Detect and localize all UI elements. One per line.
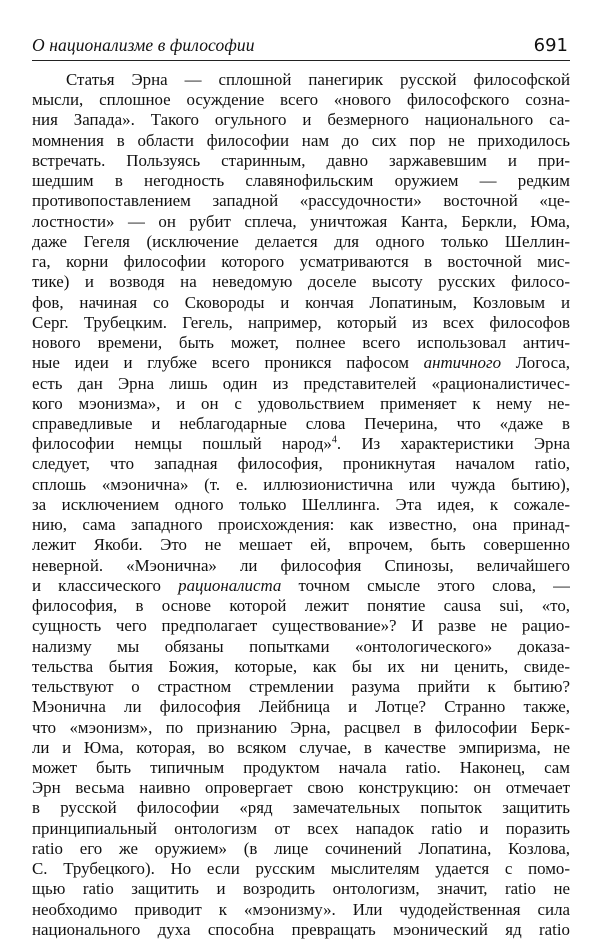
text-segment: Эрн весьма наивно опровергает свою конструкцию: он отмечает bbox=[32, 778, 570, 798]
text-line bbox=[32, 778, 570, 798]
text-segment: справедливые и неблагодарные слова Печерина, что «даже в bbox=[32, 413, 570, 433]
text-segment: . Из характеристики Эрна bbox=[336, 434, 570, 454]
emphasis-text: античного bbox=[423, 353, 502, 373]
text-line bbox=[32, 637, 570, 657]
text-line bbox=[32, 70, 570, 90]
text-line bbox=[32, 758, 570, 778]
text-segment: встречать. Пользуясь старинным, давно заржавевшим и при- bbox=[32, 150, 570, 170]
text-segment: национального духа способна превращать мэонический яд ratio bbox=[32, 919, 570, 939]
text-line bbox=[32, 212, 570, 232]
text-segment: С. Трубецкого). Но если русским мыслителям удается с помо- bbox=[32, 859, 570, 879]
text-segment: противопоставлением западной «рассудочности» восточной «це- bbox=[32, 191, 570, 211]
text-line bbox=[32, 920, 570, 940]
text-line bbox=[32, 272, 570, 292]
text-segment: точном смысле этого слова, — bbox=[281, 575, 570, 595]
text-line bbox=[32, 718, 570, 738]
text-segment: может быть типичным продуктом начала ratio. Наконец, сам bbox=[32, 757, 570, 777]
text-line bbox=[32, 677, 570, 697]
text-segment: ratio его же оружием» (в лице сочинений Лопатина, Козлова, bbox=[32, 838, 570, 858]
text-segment: и классического bbox=[32, 575, 179, 595]
text-line bbox=[32, 697, 570, 717]
text-line bbox=[32, 232, 570, 252]
text-segment: ния Запада». Такого огульного и безмерного национального са- bbox=[32, 110, 570, 130]
text-segment: щью ratio защитить и возродить онтологизм, значит, ratio не bbox=[32, 879, 570, 899]
text-line bbox=[32, 151, 570, 171]
emphasis-text: рационалиста bbox=[178, 575, 282, 595]
text-segment: философии немцы пошлый народ» bbox=[32, 434, 332, 454]
running-title: О национализме в философии bbox=[32, 35, 255, 55]
text-line bbox=[32, 900, 570, 920]
text-segment: момнения в области философии нам до сих пор не приходилось bbox=[32, 130, 570, 150]
text-segment: Мэонична ли философия Лейбница и Лотце? Странно также, bbox=[32, 697, 570, 717]
text-line bbox=[32, 394, 570, 414]
text-segment: кого мэонизма», и он с удовольствием применяет к нему не- bbox=[32, 393, 570, 413]
text-line bbox=[32, 191, 570, 211]
text-segment: нового времени, быть может, полнее всего использовал антич- bbox=[32, 333, 570, 353]
text-line bbox=[32, 616, 570, 636]
text-segment: лостности» — он рубит сплеча, уничтожая Канта, Беркли, Юма, bbox=[32, 211, 570, 231]
text-line bbox=[32, 495, 570, 515]
text-segment: лежит Якоби. Это не мешает ей, впрочем, быть совершенно bbox=[32, 535, 570, 555]
text-segment: что «мэонизм», по признанию Эрна, расцвел в философии Берк- bbox=[32, 717, 570, 737]
text-segment: фов, начиная со Сковороды и кончая Лопатиным, Козловым и bbox=[32, 292, 570, 312]
text-line bbox=[32, 839, 570, 859]
text-line bbox=[32, 434, 570, 454]
text-line bbox=[32, 374, 570, 394]
text-line bbox=[32, 90, 570, 110]
text-segment: философия, в основе которой лежит понятие causa sui, «то, bbox=[32, 596, 570, 616]
text-segment: есть дан Эрна лишь один из представителей «рационалистичес- bbox=[32, 373, 570, 393]
text-segment: нализму мы обязаны попытками «онтологического» доказа- bbox=[32, 636, 570, 656]
text-line bbox=[32, 515, 570, 535]
text-line bbox=[32, 657, 570, 677]
text-line bbox=[32, 576, 570, 596]
text-segment: тельства бытия Божия, которые, как бы их ни ценить, свиде- bbox=[32, 656, 570, 676]
text-line bbox=[32, 535, 570, 555]
text-segment: Логоса, bbox=[501, 353, 570, 373]
text-segment: даже Гегеля (исключение делается для одного только Шеллин- bbox=[32, 231, 570, 251]
text-line bbox=[32, 738, 570, 758]
text-segment: Статья Эрна — сплошной панегирик русской философской bbox=[66, 70, 570, 89]
text-line bbox=[32, 798, 570, 818]
text-segment: тике) и возводя на неведомую доселе высоту русских филосо- bbox=[32, 272, 570, 292]
text-segment: неверной. «Мэонична» ли философия Спинозы, величайшего bbox=[32, 555, 570, 575]
text-line bbox=[32, 293, 570, 313]
text-line bbox=[32, 333, 570, 353]
text-segment: в русской философии «ряд замечательных попыток защитить bbox=[32, 798, 570, 818]
text-segment: га, корни философии которого усматриваются в восточной мис- bbox=[32, 252, 570, 272]
text-segment: следует, что западная философия, проникнутая началом ratio, bbox=[32, 454, 570, 474]
running-header bbox=[32, 34, 570, 61]
text-line bbox=[32, 110, 570, 130]
footnote-ref: 4 bbox=[331, 434, 337, 446]
text-line bbox=[32, 859, 570, 879]
text-line bbox=[32, 252, 570, 272]
text-segment: сплошь «мэонична» (т. е. иллюзионистична или чужда бытию), bbox=[32, 474, 570, 494]
text-line bbox=[32, 596, 570, 616]
page-number: 691 bbox=[533, 35, 568, 56]
body-text bbox=[32, 70, 570, 940]
text-segment: ли и Юма, которая, во всяком случае, в качестве эмпиризма, не bbox=[32, 737, 570, 757]
text-segment: за исключением одного только Шеллинга. Эта идея, к сожале- bbox=[32, 494, 570, 514]
text-segment: тельствуют о страстном стремлении разума прийти к бытию? bbox=[32, 677, 570, 697]
text-segment: нию, сама западного происхождения: как известно, она принад- bbox=[32, 515, 570, 535]
text-line bbox=[32, 454, 570, 474]
text-segment: сущность чего предполагает существование»? И разве не рацио- bbox=[32, 616, 570, 636]
text-line bbox=[32, 556, 570, 576]
text-segment: шедшим в негодность славянофильским оружием — редким bbox=[32, 171, 570, 191]
text-segment: Серг. Трубецким. Гегель, например, который из всех философов bbox=[32, 312, 570, 332]
text-segment: ные идеи и глубже всего проникся пафосом bbox=[32, 353, 424, 373]
text-segment: необходимо приводит к «мэонизму». Или чудодейственная сила bbox=[32, 899, 570, 919]
text-line bbox=[32, 475, 570, 495]
text-line bbox=[32, 819, 570, 839]
text-segment: мысли, сплошное осуждение всего «нового философского созна- bbox=[32, 90, 570, 110]
text-line bbox=[32, 131, 570, 151]
text-line bbox=[32, 414, 570, 434]
text-segment: принципиальный онтологизм от всех нападок ratio и поразить bbox=[32, 818, 570, 838]
text-line bbox=[32, 171, 570, 191]
text-line bbox=[32, 353, 570, 373]
text-line bbox=[32, 313, 570, 333]
